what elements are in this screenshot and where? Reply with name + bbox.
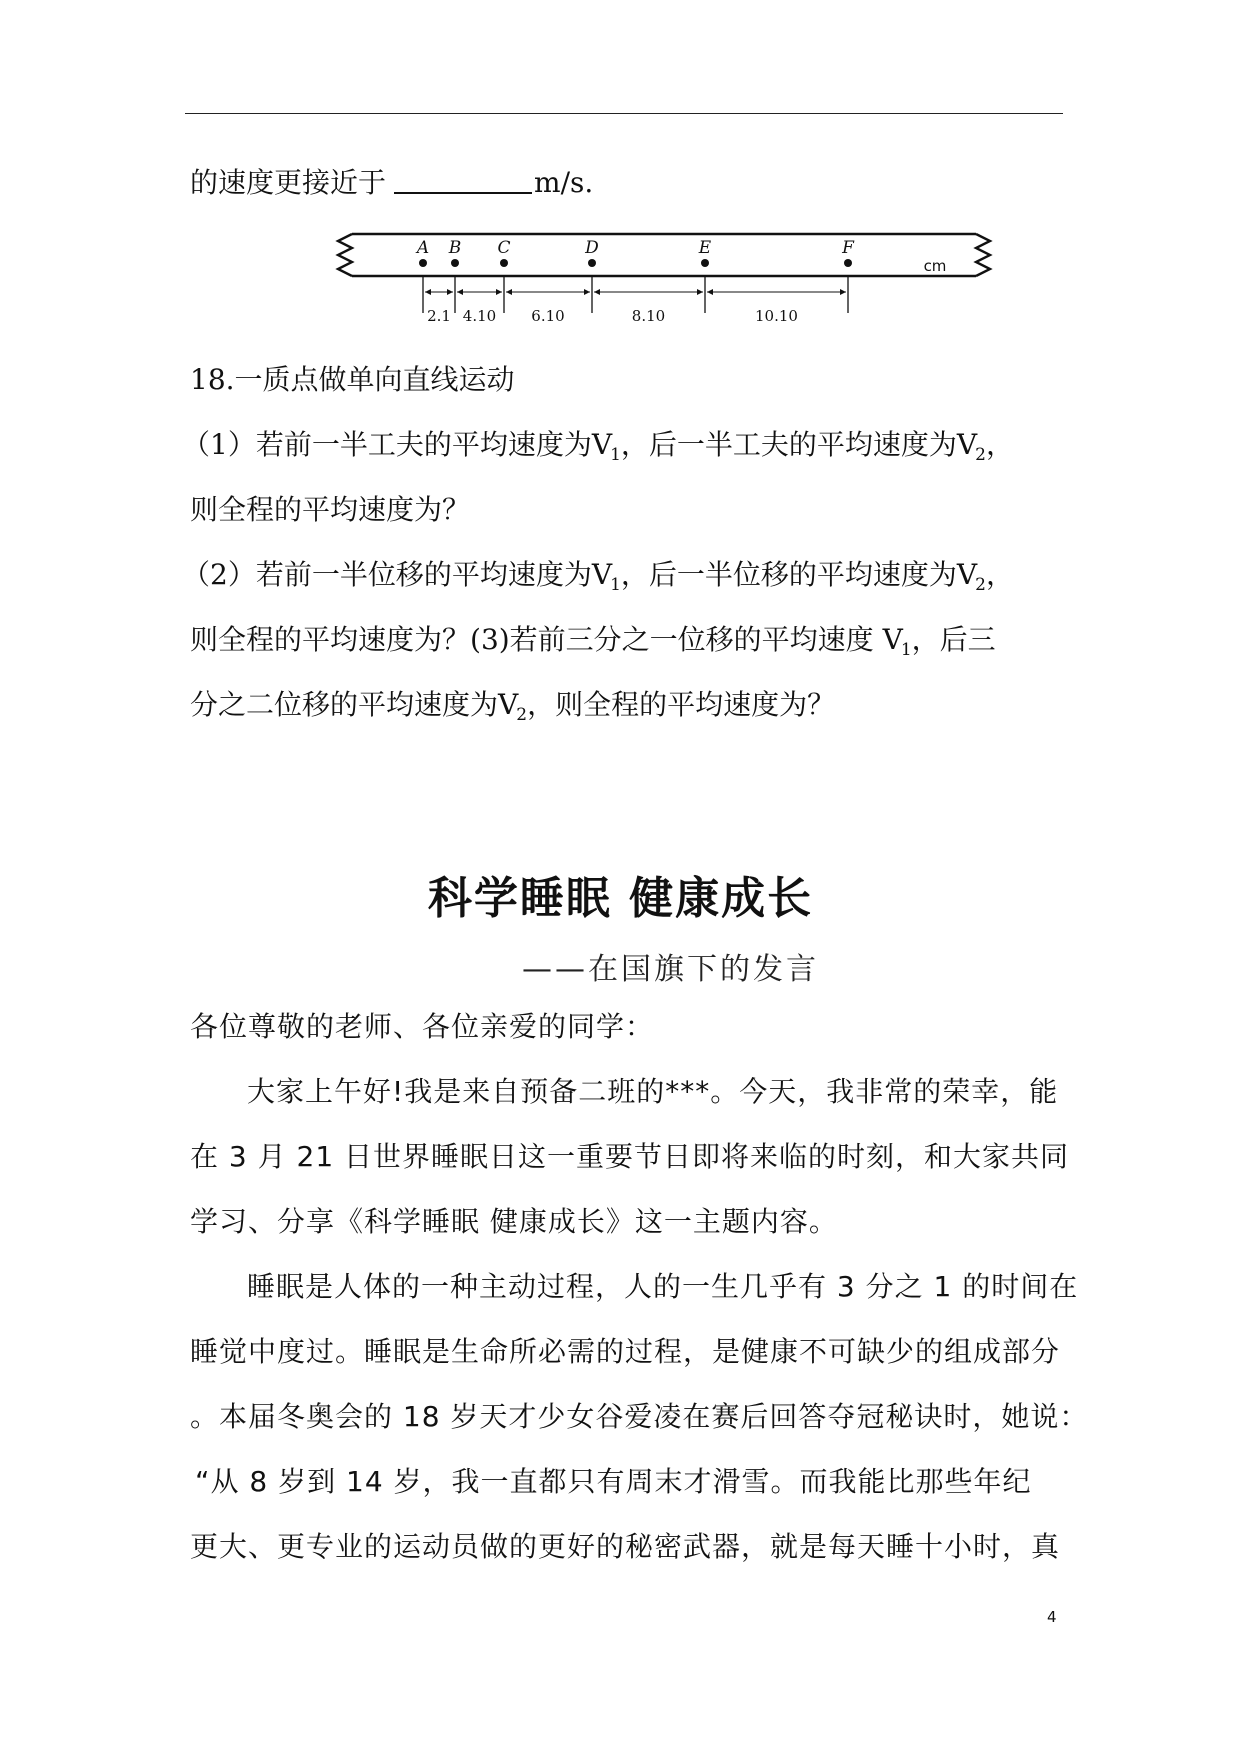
answer-blank [394, 168, 532, 194]
segment-label: 6.10 [531, 307, 565, 325]
segment-arrowhead-left [594, 289, 600, 295]
problem18-part1 [182, 425, 1014, 475]
tape-left-zigzag [338, 234, 352, 276]
point-dot-f [844, 259, 852, 267]
problem18-stem: 18.一质点做单向直线运动 [190, 363, 515, 396]
v1-subscript: 1 [900, 640, 912, 660]
speech-title: 科学睡眠 健康成长 [427, 873, 814, 924]
segment-arrowhead-left [707, 289, 713, 295]
header-rule [185, 113, 1063, 114]
problem18-part1-ask: 则全程的平均速度为？ [190, 493, 471, 526]
tape-right-zigzag [976, 234, 990, 276]
point-dot-e [701, 259, 709, 267]
segment-label: 4.10 [462, 307, 497, 325]
v2-symbol: V [956, 558, 978, 591]
segment-arrowhead-left [425, 289, 431, 295]
part2-text-a: （2）若前一半位移的平均速度为 [182, 558, 592, 591]
segment-label: 2.1 [427, 307, 451, 325]
point-dot-b [451, 259, 459, 267]
problem17-unit: m/s. [534, 166, 594, 199]
v1-subscript: 1 [610, 445, 621, 465]
segment-arrowhead-left [457, 289, 463, 295]
v1-subscript: 1 [610, 575, 621, 595]
speech-line: 睡眠是人体的一种主动过程，人的一生几乎有 3 分之 1 的时间在 [247, 1270, 1079, 1303]
point-dot-c [500, 259, 508, 267]
point-label-d: D [585, 238, 599, 258]
part3-text-d: ，则全程的平均速度为？ [527, 688, 836, 721]
segment-arrowhead-left [506, 289, 512, 295]
part3-text-a: (3)若前三分之一位移的平均速度 V [470, 623, 903, 656]
segment-arrowhead-right [584, 289, 590, 295]
part3-text-c: 分之二位移的平均速度为 [190, 688, 499, 721]
v2-subscript: 2 [516, 705, 528, 725]
speech-line: 各位尊敬的老师、各位亲爱的同学： [190, 1010, 655, 1043]
v1-symbol: V [591, 558, 613, 591]
speech-line: “从 8 岁到 14 岁，我一直都只有周末才滑雪。而我能比那些年纪 [195, 1465, 1032, 1498]
comma: ， [985, 428, 1014, 461]
segment-arrowhead-right [697, 289, 703, 295]
speech-line: 。本届冬奥会的 18 岁天才少女谷爱凌在赛后回答夺冠秘诀时，她说： [190, 1400, 1089, 1433]
problem18-part3-cont [190, 685, 835, 735]
part1-text-b: ，后一半工夫的平均速度为 [620, 428, 957, 461]
segment-arrowhead-right [840, 289, 846, 295]
unit-label-cm: cm [923, 257, 947, 275]
part2-ask: 则全程的平均速度为？ [190, 623, 471, 656]
v2-symbol: V [956, 428, 978, 461]
segment-label: 8.10 [631, 307, 666, 325]
problem17-tail [190, 163, 593, 203]
speech-line: 睡觉中度过。睡眠是生命所必需的过程，是健康不可缺少的组成部分 [190, 1335, 1061, 1368]
comma: ， [985, 558, 1014, 591]
speech-line: 学习、分享《科学睡眠 健康成长》这一主题内容。 [190, 1205, 838, 1238]
segment-label: 10.10 [755, 307, 798, 325]
v1-symbol: V [591, 428, 613, 461]
point-label-c: C [497, 238, 511, 258]
page-number: 4 [1047, 1608, 1057, 1626]
problem18-part2-ask-part3 [190, 620, 996, 670]
point-dot-a [419, 259, 427, 267]
point-label-f: F [842, 238, 854, 258]
point-label-e: E [698, 238, 712, 258]
ticker-tape-figure [330, 225, 1010, 335]
point-label-a: A [416, 238, 430, 258]
speech-line: 大家上午好!我是来自预备二班的***。今天，我非常的荣幸，能 [247, 1075, 1059, 1108]
v2-subscript: 2 [975, 445, 986, 465]
part1-text-a: （1）若前一半工夫的平均速度为 [182, 428, 592, 461]
v2-subscript: 2 [975, 575, 986, 595]
segment-arrowhead-right [447, 289, 453, 295]
speech-line: 更大、更专业的运动员做的更好的秘密武器，就是每天睡十小时，真 [190, 1530, 1061, 1563]
segment-arrowhead-right [496, 289, 502, 295]
part2-text-b: ，后一半位移的平均速度为 [620, 558, 957, 591]
speech-line: 在 3 月 21 日世界睡眠日这一重要节日即将来临的时刻，和大家共同 [190, 1140, 1070, 1173]
point-dot-d [588, 259, 596, 267]
point-label-b: B [448, 238, 462, 258]
v2-symbol: V [498, 688, 519, 721]
speech-subtitle: ——在国旗下的发言 [522, 952, 819, 987]
part3-text-b: ，后三 [911, 623, 996, 656]
problem17-prefix: 的速度更接近于 [190, 166, 387, 199]
problem18-part2 [182, 555, 1014, 605]
